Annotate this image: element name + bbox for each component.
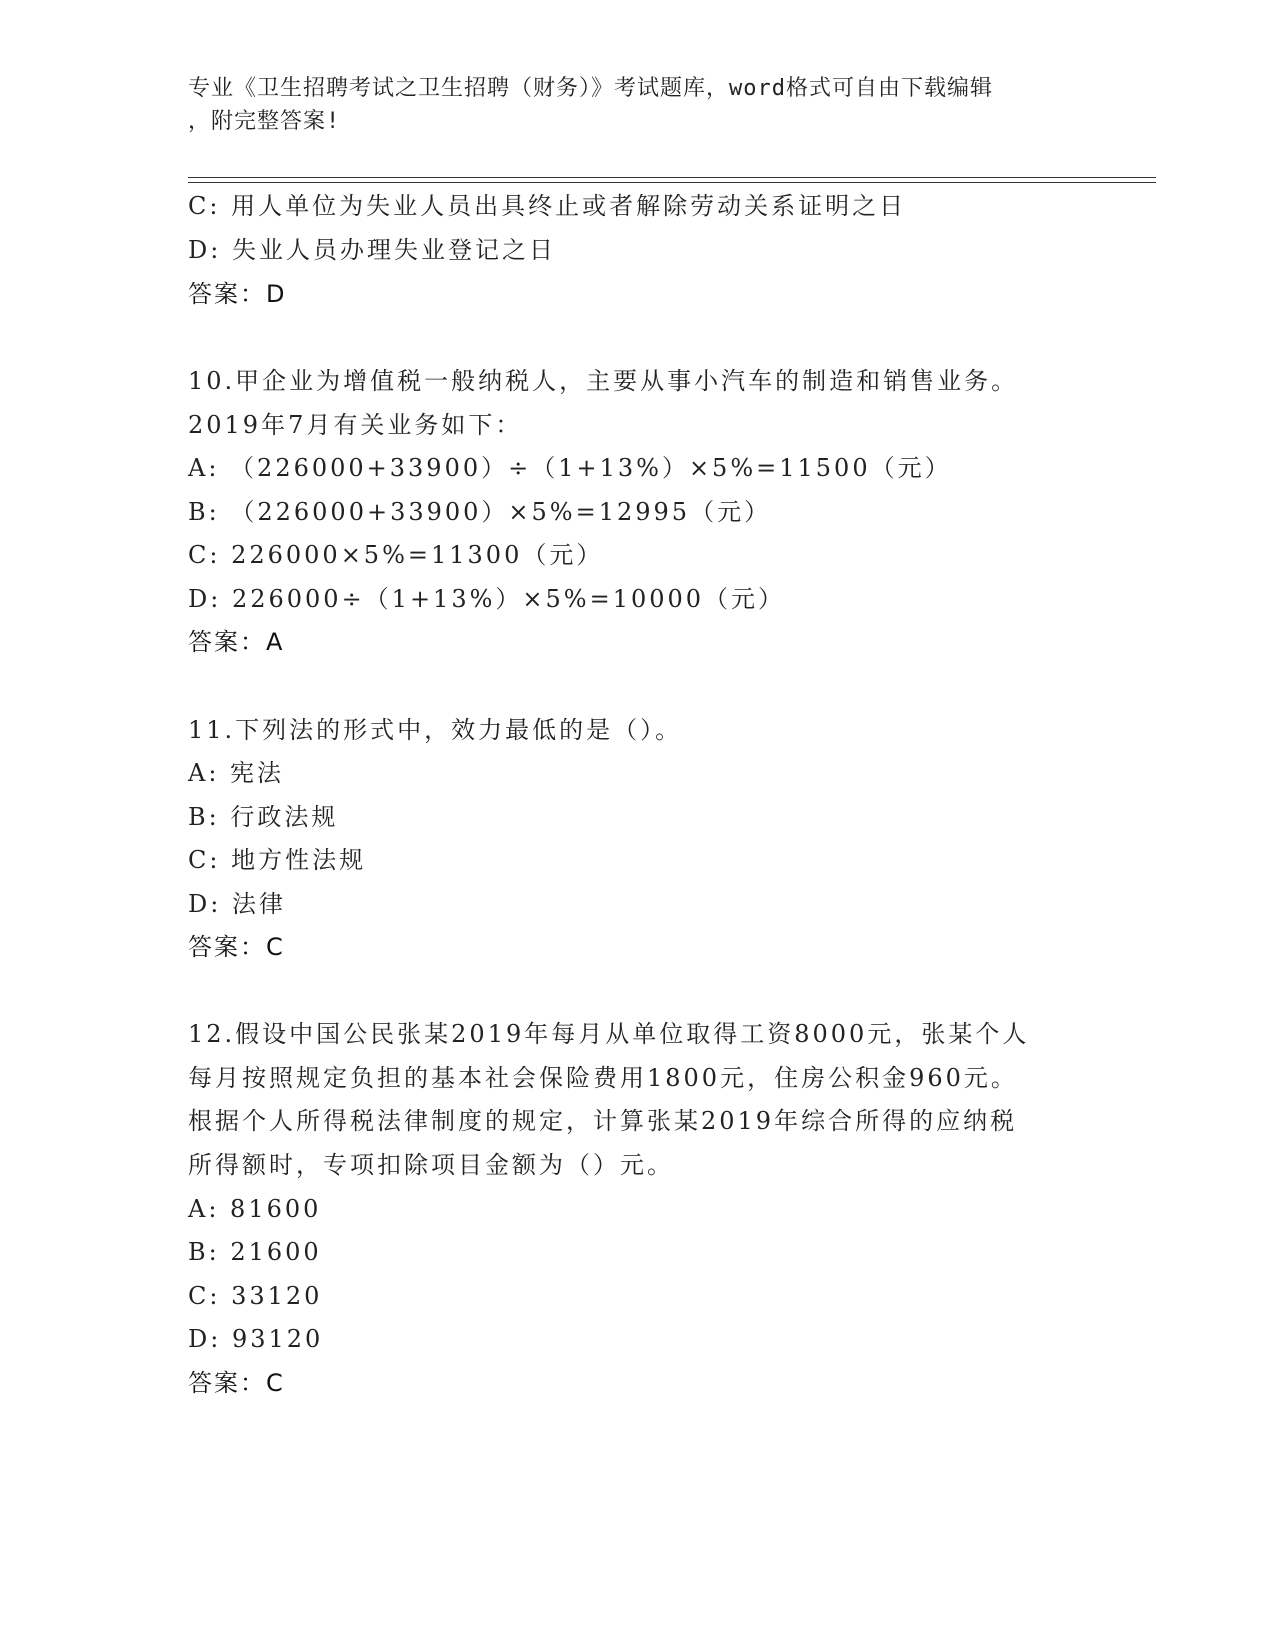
q12-option-d: D: 93120 [188, 1325, 324, 1353]
page-header [188, 72, 1088, 138]
q11-option-d: D: 法律 [188, 890, 286, 918]
header-divider-bottom [188, 182, 1156, 183]
q10-option-c: C: 226000×5%=11300（元） [188, 541, 604, 569]
q10-answer: 答案：A [188, 628, 285, 656]
q10-option-b: B: （226000+33900）×5%=12995（元） [188, 498, 772, 526]
q9-option-d: D: 失业人员办理失业登记之日 [188, 236, 556, 264]
q9-answer: 答案：D [188, 280, 287, 308]
q12-option-c: C: 33120 [188, 1282, 323, 1310]
q12-stem-line-2: 每月按照规定负担的基本社会保险费用1800元，住房公积金960元。 [188, 1064, 1018, 1092]
q11-answer: 答案：C [188, 933, 285, 961]
q11-stem: 11.下列法的形式中，效力最低的是（）。 [188, 716, 683, 744]
header-line-1: 专业《卫生招聘考试之卫生招聘（财务）》考试题库，word格式可自由下载编辑 [188, 76, 993, 101]
q10-option-a: A: （226000+33900）÷（1+13%）×5%=11500（元） [188, 454, 952, 482]
q12-stem-line-3: 根据个人所得税法律制度的规定，计算张某2019年综合所得的应纳税 [188, 1107, 1018, 1135]
q12-stem-line-1: 12.假设中国公民张某2019年每月从单位取得工资8000元，张某个人 [188, 1020, 1030, 1048]
header-divider-top [188, 177, 1156, 178]
q11-option-c: C: 地方性法规 [188, 846, 367, 874]
q12-option-a: A: 81600 [188, 1195, 322, 1223]
q9-option-c: C: 用人单位为失业人员出具终止或者解除劳动关系证明之日 [188, 192, 907, 220]
q11-option-b: B: 行政法规 [188, 803, 339, 831]
q12-option-b: B: 21600 [188, 1238, 322, 1266]
header-line-2: ，附完整答案! [188, 109, 341, 134]
q11-option-a: A: 宪法 [188, 759, 285, 787]
q10-stem-line-1: 10.甲企业为增值税一般纳税人，主要从事小汽车的制造和销售业务。 [188, 367, 1019, 395]
q10-option-d: D: 226000÷（1+13%）×5%=10000（元） [188, 585, 786, 613]
q12-answer: 答案：C [188, 1369, 285, 1397]
q10-stem-line-2: 2019年7月有关业务如下： [188, 411, 523, 439]
q12-stem-line-4: 所得额时，专项扣除项目金额为（）元。 [188, 1151, 674, 1179]
